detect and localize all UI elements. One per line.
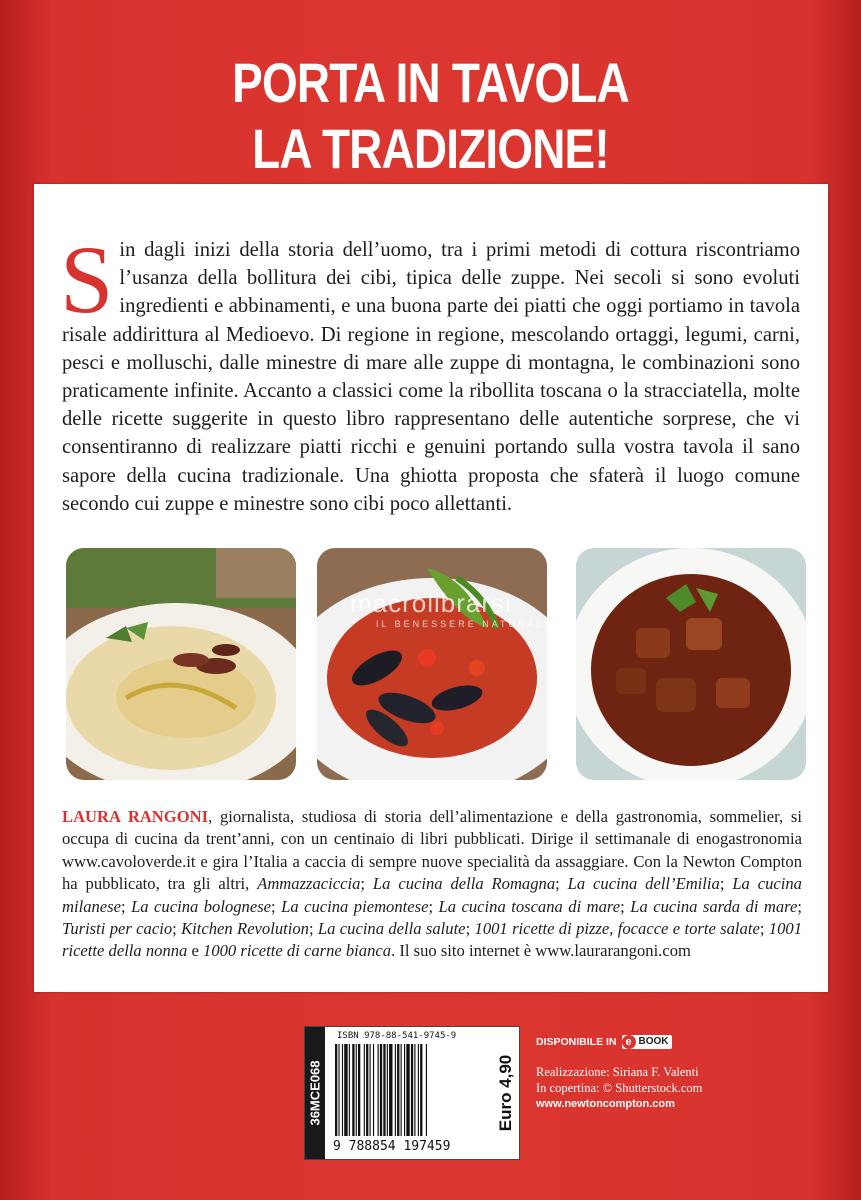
publisher-url: www.newtoncompton.com (536, 1098, 675, 1110)
separator: ; (308, 919, 318, 939)
credit-realization: Realizzazione: Siriana F. Valenti (536, 1065, 699, 1079)
separator: e (187, 941, 204, 961)
mussels-photo (317, 548, 547, 780)
separator: ; (555, 874, 568, 894)
book-title: 1001 ricette di pizze, focacce e torte salate (474, 919, 760, 939)
book-title: Turisti per cacio (62, 919, 173, 939)
watermark-tagline: IL BENESSERE NATURALE (376, 619, 554, 629)
book-title: La cucina milanese (62, 874, 802, 916)
separator: ; (797, 896, 803, 916)
separator: ; (360, 874, 373, 894)
book-title: 1000 ricette di carne bianca (203, 941, 392, 961)
separator: ; (759, 919, 769, 939)
separator: ; (620, 896, 631, 916)
watermark (350, 588, 554, 629)
barcode-bars (333, 1044, 483, 1138)
stew-photo (576, 548, 806, 780)
book-title: Kitchen Revolution (181, 919, 309, 939)
watermark-brand: macrolibrarsi (350, 588, 512, 618)
ean-number: 9 788854 197459 (333, 1139, 451, 1154)
book-title: La cucina sarda di mare (630, 896, 798, 916)
book-title: La cucina della salute (317, 919, 466, 939)
book-title: La cucina bolognese (131, 896, 272, 916)
isbn-text: ISBN 978-88-541-9745-9 (337, 1031, 457, 1041)
separator: ; (719, 874, 733, 894)
book-title: La cucina della Romagna (372, 874, 556, 894)
bio-text: , giornalista, studiosa di storia dell’alimentazione e della gastronomia, sommelier, si occupa di cucina da trent’anni, con un centinaio di libri pubblicati. Dirige il settimanale di enogastronomia www.cavoloverde.it e gira l’Italia a caccia di sempre nuove specialità da assaggiare. Con la Newton Compton ha pubblicato, tra gli altri, (62, 807, 802, 894)
ebook-logo (622, 1035, 672, 1049)
price-text: Euro 4,90 (496, 1054, 515, 1132)
author-bio (62, 806, 802, 963)
intro-text: in dagli inizi della storia dell’uomo, tra i primi metodi di cottura riscontriamo l’usanza della bollitura dei cibi, tipica delle zuppe. Nei secoli si sono evoluti ingredienti e abbinamenti, e una buona parte dei piatti che oggi portiamo in tavola risale addirittura al Medioevo. Di regione in regione, mescolando ortaggi, legumi, carni, pesci e molluschi, dalle minestre di mare alle zuppe di montagna, le combinazioni sono praticamente infinite. Accanto a classici come la ribollita toscana o la stracciatella, molte delle ricette suggerite in questo libro rappresentano delle autentiche sorprese, che vi consentiranno di realizzare piatti ricchi e genuini portando sulla vostra tavola il sano sapore della cucina tradizionale. Una ghiotta proposta che sfaterà il luogo comune secondo cui zuppe e minestre sono cibi poco allettanti. (62, 239, 800, 515)
publisher-info (536, 1034, 702, 1112)
credit-cover: In copertina: © Shutterstock.com (536, 1081, 703, 1095)
series-code-text: 36MCE068 (307, 1060, 323, 1126)
book-title: La cucina dell’Emilia (567, 874, 720, 894)
ebook-e-icon: e (622, 1035, 636, 1049)
author-name: LAURA RANGONI (62, 807, 209, 826)
separator: ; (428, 896, 439, 916)
book-title: La cucina toscana di mare (438, 896, 621, 916)
separator: ; (121, 896, 132, 916)
separator: ; (271, 896, 282, 916)
series-code (305, 1027, 325, 1159)
separator: ; (172, 919, 182, 939)
drop-cap: S (60, 226, 114, 333)
headline (77, 50, 783, 182)
headline-line-1: PORTA IN TAVOLA (232, 51, 629, 114)
barcode-box (304, 1026, 520, 1160)
price (495, 1027, 517, 1159)
book-title: 1001 ricette della nonna (62, 919, 802, 961)
headline-line-2: LA TRADIZIONE! (252, 117, 609, 180)
book-title: La cucina piemontese (281, 896, 429, 916)
ebook-availability (536, 1034, 702, 1050)
bio-website: . Il suo sito internet è www.laurarangoni.com (391, 941, 691, 961)
separator: ; (465, 919, 475, 939)
intro-paragraph (60, 226, 800, 518)
ebook-word: BOOK (638, 1036, 669, 1047)
soup-photo (66, 548, 296, 780)
available-label: DISPONIBILE IN (536, 1036, 617, 1048)
book-title: Ammazzaciccia (257, 874, 361, 894)
